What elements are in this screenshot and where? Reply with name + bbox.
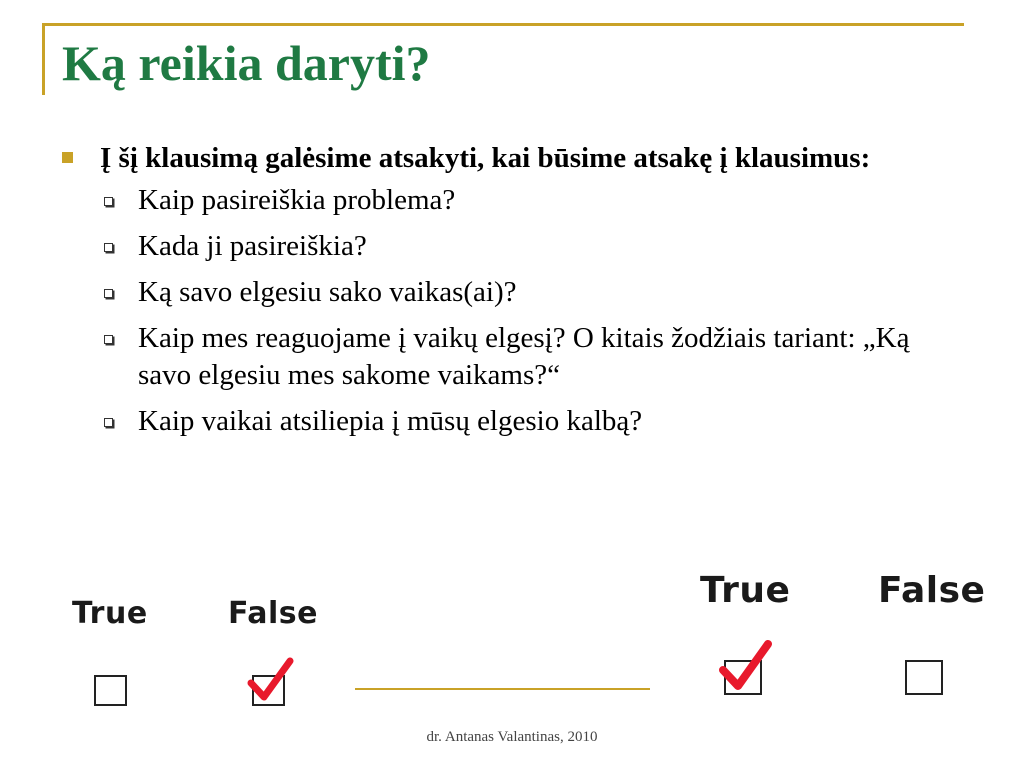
- square-bullet-icon: [62, 152, 73, 163]
- red-checkmark-icon: [718, 638, 774, 694]
- true-label: True: [72, 596, 148, 631]
- hollow-square-bullet-icon: [104, 243, 113, 252]
- hollow-square-bullet-icon: [104, 289, 113, 298]
- sub-bullet-text: Kaip vaikai atsiliepia į mūsų elgesio kalbą?: [138, 405, 643, 437]
- hollow-square-bullet-icon: [104, 335, 113, 344]
- sub-bullet: [62, 182, 962, 219]
- sub-bullet: [62, 320, 962, 394]
- sub-bullet: [62, 403, 962, 440]
- true-checkbox: [94, 675, 127, 706]
- sub-bullet: [62, 228, 962, 265]
- sub-bullet-text: Kada ji pasireiškia?: [138, 230, 367, 262]
- sub-bullet-list: [62, 182, 962, 440]
- slide-title: Ką reikia daryti?: [62, 35, 431, 91]
- false-checkbox: [905, 660, 943, 695]
- main-bullet: [62, 140, 962, 176]
- sub-bullet-text: Ką savo elgesiu sako vaikas(ai)?: [138, 276, 517, 308]
- divider-line: [355, 688, 650, 690]
- false-label: False: [878, 570, 986, 611]
- hollow-square-bullet-icon: [104, 197, 113, 206]
- sub-bullet-text: Kaip mes reaguojame į vaikų elgesį? O kitais žodžiais tariant: „Ką savo elgesiu mes sakome vaikams?“: [138, 322, 910, 391]
- main-bullet-text: Į šį klausimą galėsime atsakyti, kai būsime atsakę į klausimus:: [100, 142, 871, 174]
- hollow-square-bullet-icon: [104, 418, 113, 427]
- red-checkmark-icon: [246, 655, 296, 705]
- sub-bullet: [62, 274, 962, 311]
- footer-author: dr. Antanas Valantinas, 2010: [426, 729, 598, 745]
- left-frame-line: [42, 23, 45, 95]
- true-label: True: [700, 570, 791, 611]
- slide-content: [62, 140, 962, 449]
- top-frame-line: [42, 23, 964, 26]
- false-label: False: [228, 596, 318, 631]
- sub-bullet-text: Kaip pasireiškia problema?: [138, 184, 456, 216]
